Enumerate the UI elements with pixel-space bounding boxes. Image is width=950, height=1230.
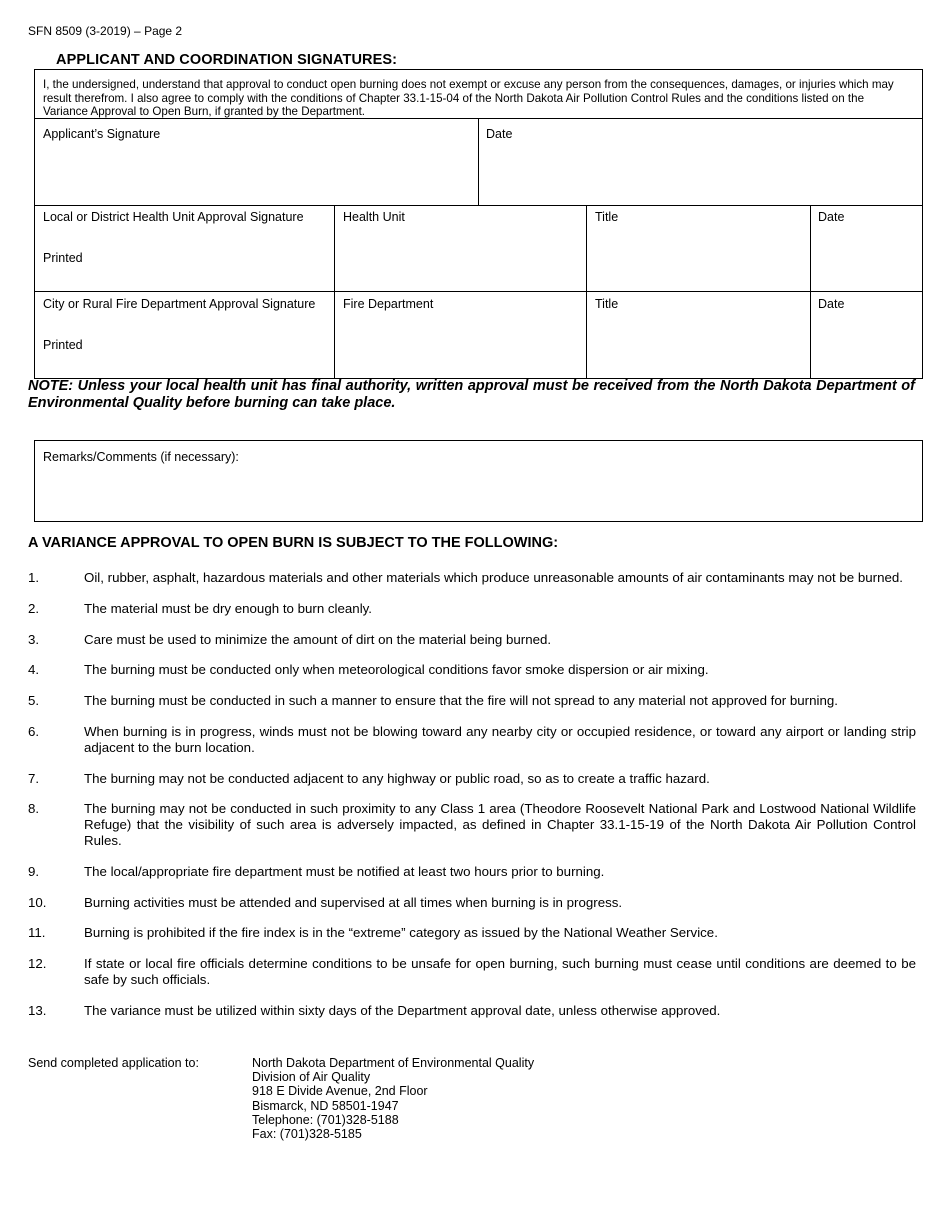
divider: [34, 291, 923, 292]
condition-text: Care must be used to minimize the amount of dirt on the material being burned.: [84, 631, 552, 647]
applicant-signature-field[interactable]: Applicant’s Signature: [43, 127, 161, 141]
applicant-date-field[interactable]: Date: [486, 127, 513, 141]
condition-item: [28, 632, 916, 648]
condition-item: [28, 693, 916, 709]
health-unit-title-field[interactable]: Title: [595, 210, 619, 224]
condition-item: [28, 771, 916, 787]
divider: [478, 118, 479, 206]
mailing-address: [252, 1056, 534, 1141]
approval-note: NOTE: Unless your local health unit has final authority, written approval must be received from the North Dakota Department of Environmental Quality before burning can take place.: [28, 378, 915, 411]
condition-number: 10.: [28, 894, 47, 910]
condition-number: 7.: [28, 770, 40, 786]
condition-item: [28, 662, 916, 678]
divider: [586, 205, 587, 379]
condition-text: Burning activities must be attended and supervised at all times when burning is in progress.: [84, 894, 623, 910]
condition-number: 3.: [28, 631, 40, 647]
form-id: SFN 8509 (3-2019) – Page 2: [28, 24, 183, 38]
condition-item: [28, 570, 916, 586]
fire-dept-printed-field[interactable]: Printed: [43, 338, 83, 352]
address-line: Division of Air Quality: [252, 1070, 371, 1085]
condition-number: 13.: [28, 1002, 47, 1018]
condition-text: The burning must be conducted only when meteorological conditions favor smoke dispersion or air mixing.: [84, 662, 709, 678]
condition-item: [28, 724, 916, 756]
fire-dept-title-field[interactable]: Title: [595, 297, 619, 311]
condition-text: The local/appropriate fire department must be notified at least two hours prior to burning.: [84, 863, 605, 879]
condition-number: 12.: [28, 956, 47, 972]
certification-statement: I, the undersigned, understand that approval to conduct open burning does not exempt or excuse any person from the consequences, damages, or injuries which may result therefrom. I also agree to comply with the conditions of Chapter 33.1-15-04 of the North Dakota Air Pollution Control Rules and the conditions listed on the Variance Approval to Open Burn, if granted by the Department.: [43, 78, 894, 118]
divider: [810, 205, 811, 379]
condition-text: The burning may not be conducted in such proximity to any Class 1 area (Theodore Roosevelt National Park and Lostwood National Wildlife Refuge) that the visibility of such area is adversely impacted, as defined in Chapter 33.1-15-19 of the North Dakota Air Pollution Control Rules.: [84, 801, 916, 848]
condition-item: [28, 801, 916, 848]
condition-text: The burning must be conducted in such a manner to ensure that the fire will not spread to any material not approved for burning.: [84, 693, 838, 709]
divider: [334, 205, 335, 379]
fire-dept-signature-field[interactable]: City or Rural Fire Department Approval Signature: [43, 297, 316, 311]
divider: [34, 205, 923, 206]
section-title-signatures: APPLICANT AND COORDINATION SIGNATURES:: [56, 52, 398, 68]
condition-number: 2.: [28, 600, 40, 616]
conditions-title: A VARIANCE APPROVAL TO OPEN BURN IS SUBJECT TO THE FOLLOWING:: [28, 535, 559, 551]
condition-number: 8.: [28, 801, 40, 817]
condition-text: If state or local fire officials determine conditions to be unsafe for open burning, such burning must cease until conditions are deemed to be safe by such officials.: [84, 956, 916, 987]
condition-text: The burning may not be conducted adjacent to any highway or public road, so as to create a traffic hazard.: [84, 770, 710, 786]
conditions-list: [28, 570, 916, 1019]
condition-text: Burning is prohibited if the fire index is in the “extreme” category as issued by the National Weather Service.: [84, 925, 718, 941]
condition-item: [28, 925, 916, 941]
condition-text: When burning is in progress, winds must not be blowing toward any nearby city or occupied residence, or toward any airport or landing strip adjacent to the burn location.: [84, 723, 916, 755]
condition-number: 9.: [28, 863, 40, 879]
condition-item: [28, 601, 916, 617]
remarks-label: Remarks/Comments (if necessary):: [43, 450, 239, 464]
condition-number: 6.: [28, 723, 40, 739]
address-line: 918 E Divide Avenue, 2nd Floor: [252, 1084, 428, 1099]
address-line: Bismarck, ND 58501-1947: [252, 1098, 399, 1113]
condition-text: Oil, rubber, asphalt, hazardous materials and other materials which produce unreasonable amounts of air contaminants may not be burned.: [84, 570, 903, 585]
health-unit-printed-field[interactable]: Printed: [43, 251, 83, 265]
condition-number: 1.: [28, 570, 40, 585]
condition-text: The material must be dry enough to burn cleanly.: [84, 600, 373, 616]
condition-number: 4.: [28, 662, 40, 678]
condition-item: [28, 895, 916, 911]
condition-item: [28, 1003, 916, 1019]
condition-item: [28, 956, 916, 988]
health-unit-date-field[interactable]: Date: [818, 210, 845, 224]
health-unit-signature-field[interactable]: Local or District Health Unit Approval Signature: [43, 210, 304, 224]
send-to-label: Send completed application to:: [28, 1056, 199, 1070]
address-line: Telephone: (701)328-5188: [252, 1112, 399, 1127]
condition-item: [28, 864, 916, 880]
condition-number: 11.: [28, 925, 46, 941]
fire-dept-date-field[interactable]: Date: [818, 297, 845, 311]
condition-number: 5.: [28, 693, 40, 709]
health-unit-name-field[interactable]: Health Unit: [343, 210, 405, 224]
condition-text: The variance must be utilized within sixty days of the Department approval date, unless otherwise approved.: [84, 1002, 721, 1018]
fire-dept-name-field[interactable]: Fire Department: [343, 297, 434, 311]
address-line: North Dakota Department of Environmental Quality: [252, 1056, 535, 1070]
address-line: Fax: (701)328-5185: [252, 1127, 362, 1142]
